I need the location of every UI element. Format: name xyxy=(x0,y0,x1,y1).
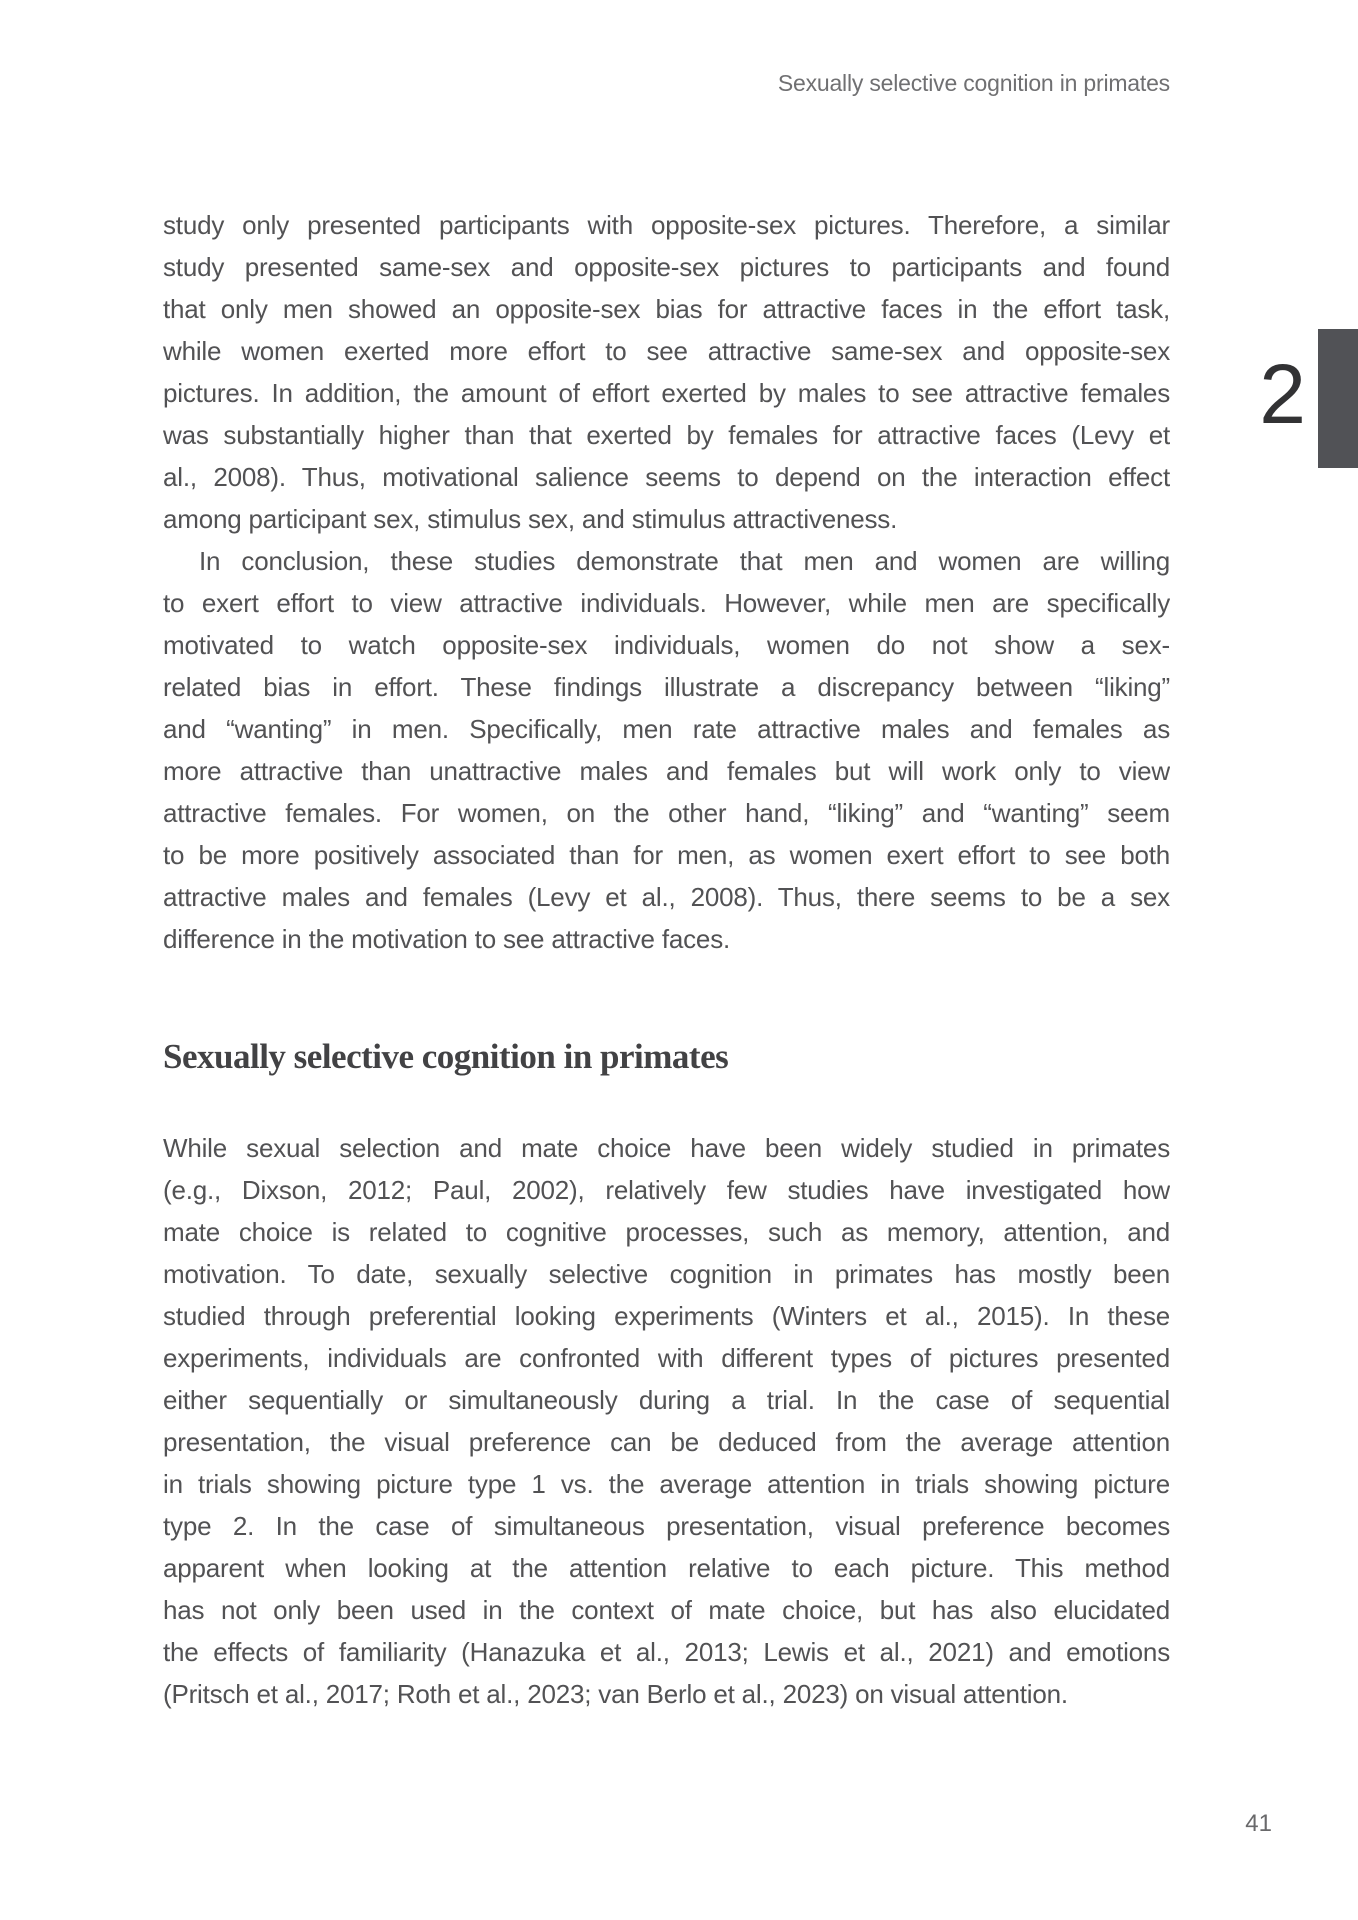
text-line: presentation, the visual preference can be deduced from the average attention xyxy=(163,1427,1170,1457)
paragraph-group-intro xyxy=(163,204,1170,960)
text-line: attractive females. For women, on the other hand, “liking” and “wanting” seem xyxy=(163,798,1170,828)
text-line: either sequentially or simultaneously during a trial. In the case of sequential xyxy=(163,1385,1170,1415)
chapter-number: 2 xyxy=(1259,347,1306,441)
text-column xyxy=(163,204,1170,1715)
paragraph-group-section xyxy=(163,1127,1170,1715)
running-header: Sexually selective cognition in primates xyxy=(777,70,1170,96)
text-line: al., 2008). Thus, motivational salience seems to depend on the interaction effect xyxy=(163,462,1170,492)
text-line: was substantially higher than that exerted by females for attractive faces (Levy et xyxy=(163,420,1170,450)
text-line: to exert effort to view attractive individuals. However, while men are specifically xyxy=(163,588,1170,618)
text-line: study presented same-sex and opposite-sex pictures to participants and found xyxy=(163,252,1170,282)
text-line: motivated to watch opposite-sex individuals, women do not show a sex- xyxy=(163,630,1170,660)
text-line: among participant sex, stimulus sex, and stimulus attractiveness. xyxy=(163,504,898,534)
text-line: study only presented participants with opposite-sex pictures. Therefore, a similar xyxy=(163,210,1170,240)
text-line: experiments, individuals are confronted with different types of pictures presented xyxy=(163,1343,1170,1373)
body-paragraph xyxy=(163,540,1170,960)
text-line: mate choice is related to cognitive processes, such as memory, attention, and xyxy=(163,1217,1170,1247)
text-line: apparent when looking at the attention relative to each picture. This method xyxy=(163,1553,1170,1583)
text-line: (e.g., Dixson, 2012; Paul, 2002), relatively few studies have investigated how xyxy=(163,1175,1170,1205)
body-paragraph xyxy=(163,1127,1170,1715)
text-line: attractive males and females (Levy et al., 2008). Thus, there seems to be a sex xyxy=(163,882,1170,912)
text-line: type 2. In the case of simultaneous presentation, visual preference becomes xyxy=(163,1511,1170,1541)
text-line: In conclusion, these studies demonstrate that men and women are willing xyxy=(199,546,1170,576)
text-line: pictures. In addition, the amount of effort exerted by males to see attractive females xyxy=(163,378,1170,408)
text-line: (Pritsch et al., 2017; Roth et al., 2023; van Berlo et al., 2023) on visual attention. xyxy=(163,1679,1068,1709)
text-line: and “wanting” in men. Specifically, men rate attractive males and females as xyxy=(163,714,1170,744)
text-line: difference in the motivation to see attractive faces. xyxy=(163,924,731,954)
body-paragraph xyxy=(163,204,1170,540)
text-line: motivation. To date, sexually selective cognition in primates has mostly been xyxy=(163,1259,1170,1289)
text-line: the effects of familiarity (Hanazuka et al., 2013; Lewis et al., 2021) and emotions xyxy=(163,1637,1170,1667)
text-line: While sexual selection and mate choice have been widely studied in primates xyxy=(163,1133,1170,1163)
text-line: more attractive than unattractive males and females but will work only to view xyxy=(163,756,1170,786)
text-line: while women exerted more effort to see attractive same-sex and opposite-sex xyxy=(163,336,1170,366)
chapter-tab xyxy=(1318,329,1358,468)
text-line: has not only been used in the context of mate choice, but has also elucidated xyxy=(163,1595,1170,1625)
text-line: that only men showed an opposite-sex bias for attractive faces in the effort task, xyxy=(163,294,1170,324)
text-line: to be more positively associated than for men, as women exert effort to see both xyxy=(163,840,1170,870)
text-line: in trials showing picture type 1 vs. the average attention in trials showing picture xyxy=(163,1469,1170,1499)
text-line: studied through preferential looking experiments (Winters et al., 2015). In these xyxy=(163,1301,1170,1331)
page-number: 41 xyxy=(1245,1810,1272,1837)
section-heading: Sexually selective cognition in primates xyxy=(163,1037,729,1076)
text-line: related bias in effort. These findings illustrate a discrepancy between “liking” xyxy=(163,672,1170,702)
